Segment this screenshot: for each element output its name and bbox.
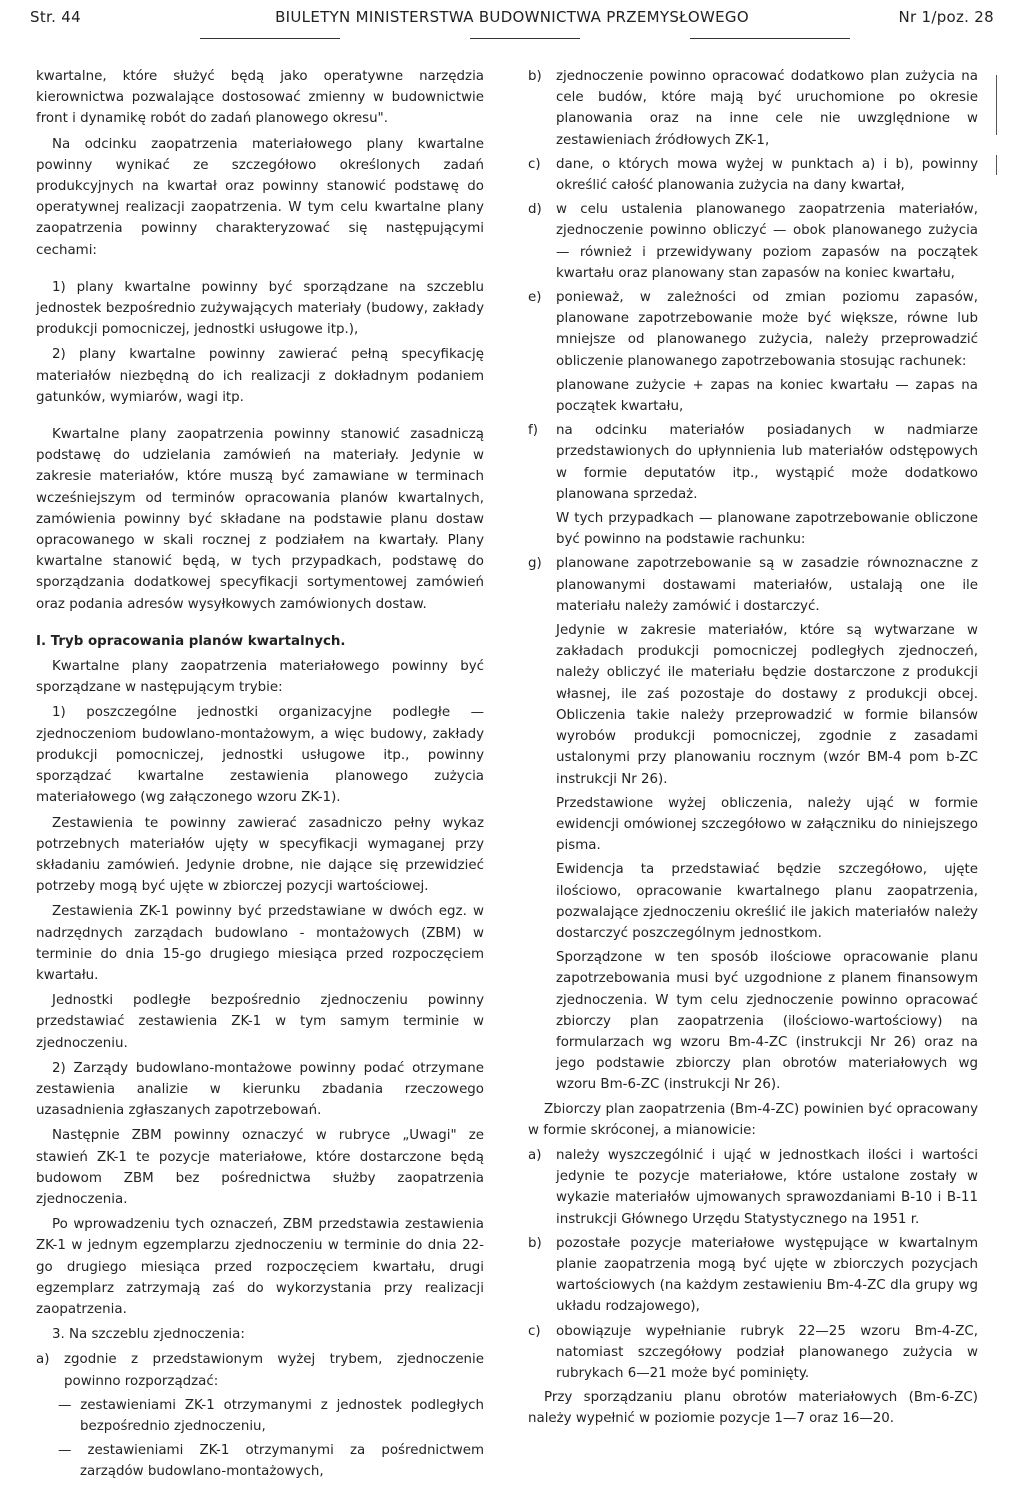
paragraph: Sporządzone w ten sposób ilościowe opracowanie planu zapotrzebowania musi być uzgodnione z planem finansowym zjednoczenia. W tym celu zjednoczenie powinno opracować zbiorczy plan zaopatrzenia (ilościowo-wartościowy) na formularzach wg wzoru Bm-4-ZC (instrukcji Nr 26) oraz na jego podstawie zbiorczy plan obrotów materiałowych wg wzoru Bm-6-ZC (instrukcji Nr 26). xyxy=(556,950,978,1093)
list-item-d: d) w celu ustalenia planowanego zaopatrzenia materiałów, zjednoczenie powinno obliczyć — obok planowanego zużycia — również i przewidywany poziom zapasów na początek kwartału oraz planowany stan zapasów na koniec kwartału, xyxy=(528,202,978,281)
issue-number: Nr 1/poz. 28 xyxy=(898,8,994,26)
paragraph: Przedstawione wyżej obliczenia, należy ująć w formie ewidencji omówionej szczegółowo w załączniku do niniejszego pisma. xyxy=(556,795,978,854)
header-rule-left xyxy=(200,38,340,39)
list-item: 2) plany kwartalne powinny zawierać pełną specyfikację materiałów niezbędną do ich realizacji z dokładnym podaniem gatunków, wymiarów, wagi itp. xyxy=(36,347,484,405)
paragraph: kwartalne, które służyć będą jako operatywne narzędzia kierownictwa pozwalające dostosować zmienny w budownictwie front i dynamikę robót do zadań planowego okresu". xyxy=(36,69,484,127)
paragraph: Jedynie w zakresie materiałów, które są wytwarzane w zakładach produkcji pomocniczej podległych zjednoczeń, należy obliczyć ile materiału będzie dostarczone z produkcji własnej, ile zaś pozostaje do dostawy z produkcji obcej. Obliczenia takie należy przeprowadzić w formie bilansów wyrobów produkcji pomocniczej, zgodnie z zasadami ustalonymi przy planowaniu rocznym (wzór BM-4 pom b-ZC instrukcji Nr 26). xyxy=(556,623,978,787)
list-item-b: b) zjednoczenie powinno opracować dodatkowo plan zużycia na cele budów, które mają być uruchomione po okresie planowania oraz na inne cele nie uwzględnione w zestawieniach źródłowych ZK-1, xyxy=(528,69,978,148)
paragraph: Zestawienia te powinny zawierać zasadniczo pełny wykaz potrzebnych materiałów ujęty w specyfikacji wymaganej przy składaniu zamówień. Jedynie drobne, nie dające się przewidzieć potrzeby mogą być ujęte w zbiorczej pozycji wartościowej. xyxy=(36,815,484,895)
paragraph: W tych przypadkach — planowane zapotrzebowanie obliczone być powinno na podstawie rachunku: xyxy=(556,511,978,548)
list-item-a: a) zgodnie z przedstawionym wyżej trybem, zjednoczenie powinno rozporządzać: xyxy=(36,1352,484,1389)
list-item-zc: c) obowiązuje wypełnianie rubryk 22—25 wzoru Bm-4-ZC, natomiast szczegółowy podział planowanego zużycia w rubrykach 6—21 może być pominięty. xyxy=(528,1323,978,1381)
page-header xyxy=(30,8,994,34)
paragraph: Jednostki podległe bezpośrednio zjednoczeniu powinny przedstawiać zestawienia ZK-1 w tym samym terminie w zjednoczeniu. xyxy=(36,993,484,1051)
section-heading: I. Tryb opracowania planów kwartalnych. xyxy=(36,633,346,649)
margin-line xyxy=(996,75,997,135)
list-item-zb: b) pozostałe pozycje materiałowe występujące w kwartalnym planie zaopatrzenia mogą być ujęte w zbiorczych pozycjach wartościowych (na każdym zestawieniu Bm-4-ZC dla grupy wg układu rodzajowego), xyxy=(528,1235,978,1315)
paragraph: Zestawienia ZK-1 powinny być przedstawiane w dwóch egz. w nadrzędnych zarządach budowlano - montażowych (ZBM) w terminie do dnia 15-go drugiego miesiąca przed rozpoczęciem kwartału. xyxy=(36,904,484,983)
margin-line xyxy=(996,155,997,175)
paragraph: Zbiorczy plan zaopatrzenia (Bm-4-ZC) powinien być opracowany w formie skróconej, a mianowicie: xyxy=(528,1101,978,1138)
paragraph: Ewidencja ta przedstawiać będzie szczegółowo, ujęte ilościowo, opracowanie kwartalnego planu zaopatrzenia, pozwalające zjednoczeniu określić ile jakich materiałów należy dostarczyć poszczególnym jednostkom. xyxy=(556,862,978,941)
dash-item: — zestawieniami ZK-1 otrzymanymi za pośrednictwem zarządów budowlano-montażowych, xyxy=(58,1443,484,1480)
dash-item: — zestawieniami ZK-1 otrzymanymi z jednostek podległych bezpośrednio zjednoczeniu, xyxy=(58,1397,484,1434)
list-item-f: f) na odcinku materiałów posiadanych w nadmiarze przedstawionych do upłynnienia lub materiałów odstępowych w formie deputatów itp., wystąpić może dodatkowo planowana sprzedaż. xyxy=(528,423,978,502)
paragraph: 2) Zarządy budowlano-montażowe powinny podać otrzymane zestawienia analizie w kierunku zbadania rzeczowego uzasadnienia zgłaszanych zapotrzebowań. xyxy=(36,1060,484,1119)
list-item: 1) plany kwartalne powinny być sporządzane na szczeblu jednostek bezpośrednio zużywających materiały (budowy, zakłady produkcji pomocniczej, jednostki usługowe itp.), xyxy=(36,279,484,338)
right-column xyxy=(528,66,978,1434)
publication-title: BIULETYN MINISTERSTWA BUDOWNICTWA PRZEMYSŁOWEGO xyxy=(275,8,749,26)
header-rule-right xyxy=(690,38,850,39)
list-item-e: e) ponieważ, w zależności od zmian poziomu zapasów, planowane zapotrzebowanie może być większe, równe lub mniejsze od planowanego zużycia, należy przeprowadzić obliczenie planowanego zapotrzebowania stosując rachunek: xyxy=(528,290,978,369)
paragraph: Kwartalne plany zaopatrzenia materiałowego powinny być sporządzane w następującym trybie: xyxy=(36,659,484,696)
page-number: Str. 44 xyxy=(30,8,81,26)
list-item: 1) poszczególne jednostki organizacyjne podległe — zjednoczeniom budowlano-montażowym, a więc budowy, zakłady produkcji pomocniczej, jednostki usługowe itp., powinny sporządzać kwartalne zestawienia planowego zużycia materiałowego (wg załączonego wzoru ZK-1). xyxy=(36,705,484,806)
left-column xyxy=(36,66,484,1486)
paragraph: Po wprowadzeniu tych oznaczeń, ZBM przedstawia zestawienia ZK-1 w jednym egzemplarzu zjednoczeniu w terminie do dnia 22-go drugiego miesiąca przed rozpoczęciem kwartału, drugi egzemplarz zatrzymają zaś do wykorzystania przy realizacji zaopatrzenia. xyxy=(36,1217,484,1317)
paragraph: Następnie ZBM powinny oznaczyć w rubryce „Uwagi" ze stawień ZK-1 te pozycje materiałowe, które dostarczone będą budowom ZBM bez pośrednictwa służby zaopatrzenia zjednoczenia. xyxy=(36,1128,484,1207)
list-item-g: g) planowane zapotrzebowanie są w zasadzie równoznaczne z planowanymi dostawami materiałów, ustalają one ile materiału należy zamówić i dostarczyć. xyxy=(528,556,978,614)
formula: planowane zużycie + zapas na koniec kwartału — zapas na początek kwartału, xyxy=(556,377,978,415)
header-rule-center xyxy=(470,38,580,39)
paragraph: Kwartalne plany zaopatrzenia powinny stanowić zasadniczą podstawę do udzielania zamówień na materiały. Jedynie w zakresie materiałów, które muszą być zamawiane w terminach wcześniejszym od terminów opracowania planów kwartalnych, zamówienia powinny być składane na podstawie planu dostaw opracowanego w skali rocznej z podziałem na kwartały. Plany kwartalne stanowić będą, w tych przypadkach, podstawę do sporządzania dodatkowej specyfikacji sortymentowej zamówień oraz podania adresów wysyłkowych zamówionych dostaw. xyxy=(36,427,484,612)
paragraph: Na odcinku zaopatrzenia materiałowego plany kwartalne powinny wynikać ze szczegółowo określonych zadań produkcyjnych na kwartał oraz powinny stanowić podstawę do operatywnej realizacji zaopatrzenia. W tym celu kwartalne plany zaopatrzenia powinny charakteryzować się następującymi cechami: xyxy=(36,136,484,258)
paragraph: 3. Na szczeblu zjednoczenia: xyxy=(52,1327,245,1343)
list-item-c: c) dane, o których mowa wyżej w punktach a) i b), powinny określić całość planowania zużycia na dany kwartał, xyxy=(528,156,978,194)
paragraph: Przy sporządzaniu planu obrotów materiałowych (Bm-6-ZC) należy wypełnić w poziomie pozycje 1—7 oraz 16—20. xyxy=(528,1390,978,1427)
list-item-za: a) należy wyszczególnić i ująć w jednostkach ilości i wartości jedynie te pozycje materiałowe, które ustalone zostały w wykazie materiałów ujmowanych sprawozdaniami B-10 i B-11 instrukcji Głównego Urzędu Statystycznego na 1951 r. xyxy=(528,1147,978,1227)
